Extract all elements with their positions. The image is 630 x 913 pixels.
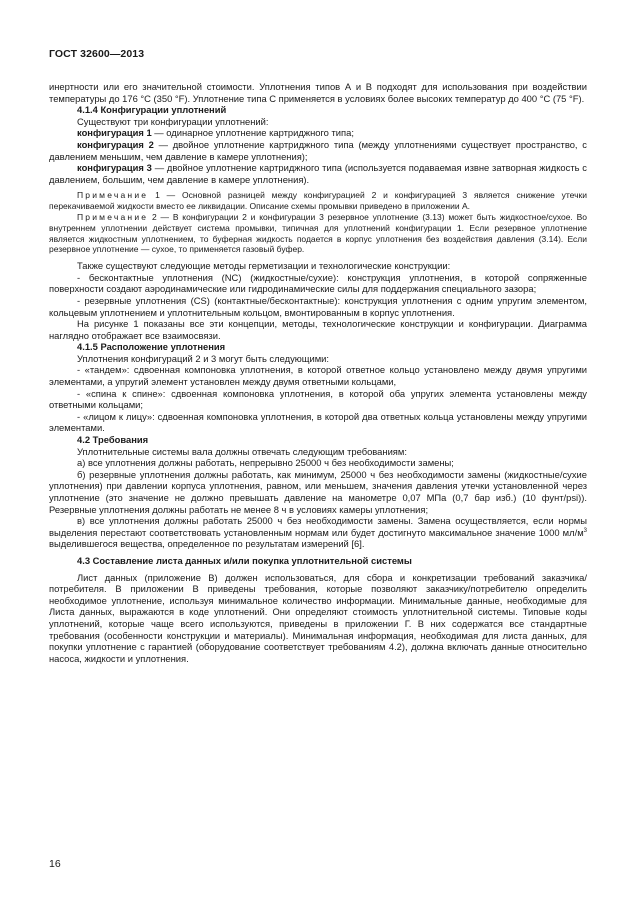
note-2-label: Примечание [77, 211, 149, 222]
paragraph-location: Уплотнения конфигураций 2 и 3 могут быть следующими: [77, 352, 330, 364]
requirement-b: б) резервные уплотнения должны работать, как минимум, 25000 ч без необходимости замены (жидкостные/сухие уплотнения) при давлении корпуса уплотнения, равном, или меньшем, значения давления утечки установленной через уплотнение (это значение не должно превышать давление на манометре 0,07 МПа (0,7 бар изб.) (10 фунт/psi)). Резервные уплотнения должны работать не менее 8 ч в условиях камеры уплотнения; [49, 468, 587, 515]
list-item-face-to-face: - «лицом к лицу»: сдвоенная компоновка уплотнения, в которой два ответных кольца установлены между упругими элементами. [49, 410, 587, 434]
paragraph-data-sheet: Лист данных (приложение В) должен использоваться, для сбора и конкретизации требований заказчика/потребителя. В приложении В приведены требования, которые позволяют заказчику/потребителю определить необходимое уплотнение, используя минимальное количество информации. Минимальные данные, необходимые для Листа данных, выражаются в коде уплотнений. Они определяют стоимость уплотнительной системы. Типовые коды уплотнений, которые чаще всего используются, приведены в приложении Г. В них содержатся все стандартные требования (особенности конструкции и материалы). Минимальная информация, необходимая для листа данных, для покупки уплотнение с гарантией (оборудование соответствует требованиям 4.2), должна включать данные относительно насоса, жидкости и уплотнения. [49, 571, 587, 664]
note-1 [49, 190, 587, 212]
heading-4-1-5: 4.1.5 Расположение уплотнения [77, 341, 226, 353]
heading-4-3: 4.3 Составление листа данных и/или покупка уплотнительной системы [77, 554, 412, 566]
note-1-text: 1 — Основной разницей между конфигурацией 2 и конфигурацией 3 является снижение утечки перекачиваемой жидкости вместо ее ликвидации. Описание схемы промывки приведено в приложении А. [49, 190, 587, 212]
page-content [49, 81, 587, 664]
config-2-label: конфигурация 2 [77, 138, 154, 150]
config-2-text: — двойное уплотнение картриджного типа (между уплотнениями существует пространство, с давлением меньшим, чем давление в камере уплотнения); [49, 138, 587, 162]
paragraph-methods: Также существуют следующие методы герметизации и технологические конструкции: [77, 260, 451, 272]
config-3-text: — двойное уплотнение картриджного типа (используется подаваемая извне затворная жидкость с давлением, большим, чем давление в камере уплотнения). [49, 162, 587, 185]
paragraph-requirements: Уплотнительные системы вала должны отвечать следующим требованиям: [77, 445, 407, 457]
paragraph-figure-1: На рисунке 1 показаны все эти концепции, методы, технологические конструкции и конфигурации. Диаграмма наглядно отображает все взаимосвязи. [49, 318, 587, 341]
heading-4-1-4: 4.1.4 Конфигурации уплотнений [77, 104, 227, 116]
paragraph-intro: инертности или его значительной стоимости. Уплотнения типов А и В подходят для использования при воздействии температуры до 176 °С (350 °F). Уплотнение типа С применяется в условиях более высоких температур до 400 °С (75 °F). [49, 81, 587, 104]
requirement-v-text: в) все уплотнения должны работать 25000 ч без необходимости замены. Замена осуществляется, если нормы выделения перестают соответствовать установленным нормам или будет достигнуто максимальное значение 1000 мл/м [49, 515, 587, 538]
paragraph-three-configs: Существуют три конфигурации уплотнений: [77, 115, 269, 127]
config-1-text: — одинарное уплотнение картриджного типа; [151, 127, 354, 139]
config-1-label: конфигурация 1 [77, 127, 152, 139]
requirement-a: а) все уплотнения должны работать, непрерывно 25000 ч без необходимости замены; [77, 457, 454, 469]
config-3-item [49, 162, 587, 185]
note-2-text: 2 — В конфигурации 2 и конфигурации 3 резервное уплотнение (3.13) может быть жидкостное/сухое. Во внутреннем уплотнении действует система промывки, типичная для уплотнений конфигурации 1. Если резервное уплотнение является жидкостным уплотнением, то буферная жидкость подается в корпус уплотнения без воздействия давления (3.14). Если резервное уплотнение — сухое, то применяется газовый буфер. [49, 211, 587, 255]
requirement-v-tail: выделившегося вещества, определенное по результатам измерений [6]. [49, 538, 365, 550]
requirement-v-superscript: 3 [583, 527, 587, 534]
note-2 [49, 212, 587, 255]
list-item-cs: - резервные уплотнения (CS) (контактные/бесконтактные): конструкция уплотнения с одним упругим элементом, кольцевым уплотнением и уплотнительным кольцом, вмонтированным в корпус уплотнения. [49, 294, 587, 318]
config-3-label: конфигурация 3 [77, 162, 152, 174]
config-2-item [49, 139, 587, 162]
page-header: ГОСТ 32600—2013 [49, 48, 145, 60]
list-item-nc: - бесконтактные уплотнения (NC) (жидкостные/сухие): конструкция уплотнения, в которой сопряженные поверхности создают аэродинамические или гидродинамические силы для поддержания специального зазора; [49, 271, 587, 295]
list-item-tandem: - «тандем»: сдвоенная компоновка уплотнения, в которой ответное кольцо установлено между двумя упругими элементами, а упругий элемент установлен между двумя ответными кольцами, [49, 364, 587, 388]
heading-4-2: 4.2 Требования [77, 434, 149, 446]
list-item-back-to-back: - «спина к спине»: сдвоенная компоновка уплотнения, в которой оба упругих элемента установлены между ответными кольцами; [49, 387, 587, 411]
page-number: 16 [49, 858, 61, 870]
note-1-label: Примечание [77, 190, 149, 201]
config-1-item [49, 127, 587, 139]
requirement-v [49, 515, 587, 550]
